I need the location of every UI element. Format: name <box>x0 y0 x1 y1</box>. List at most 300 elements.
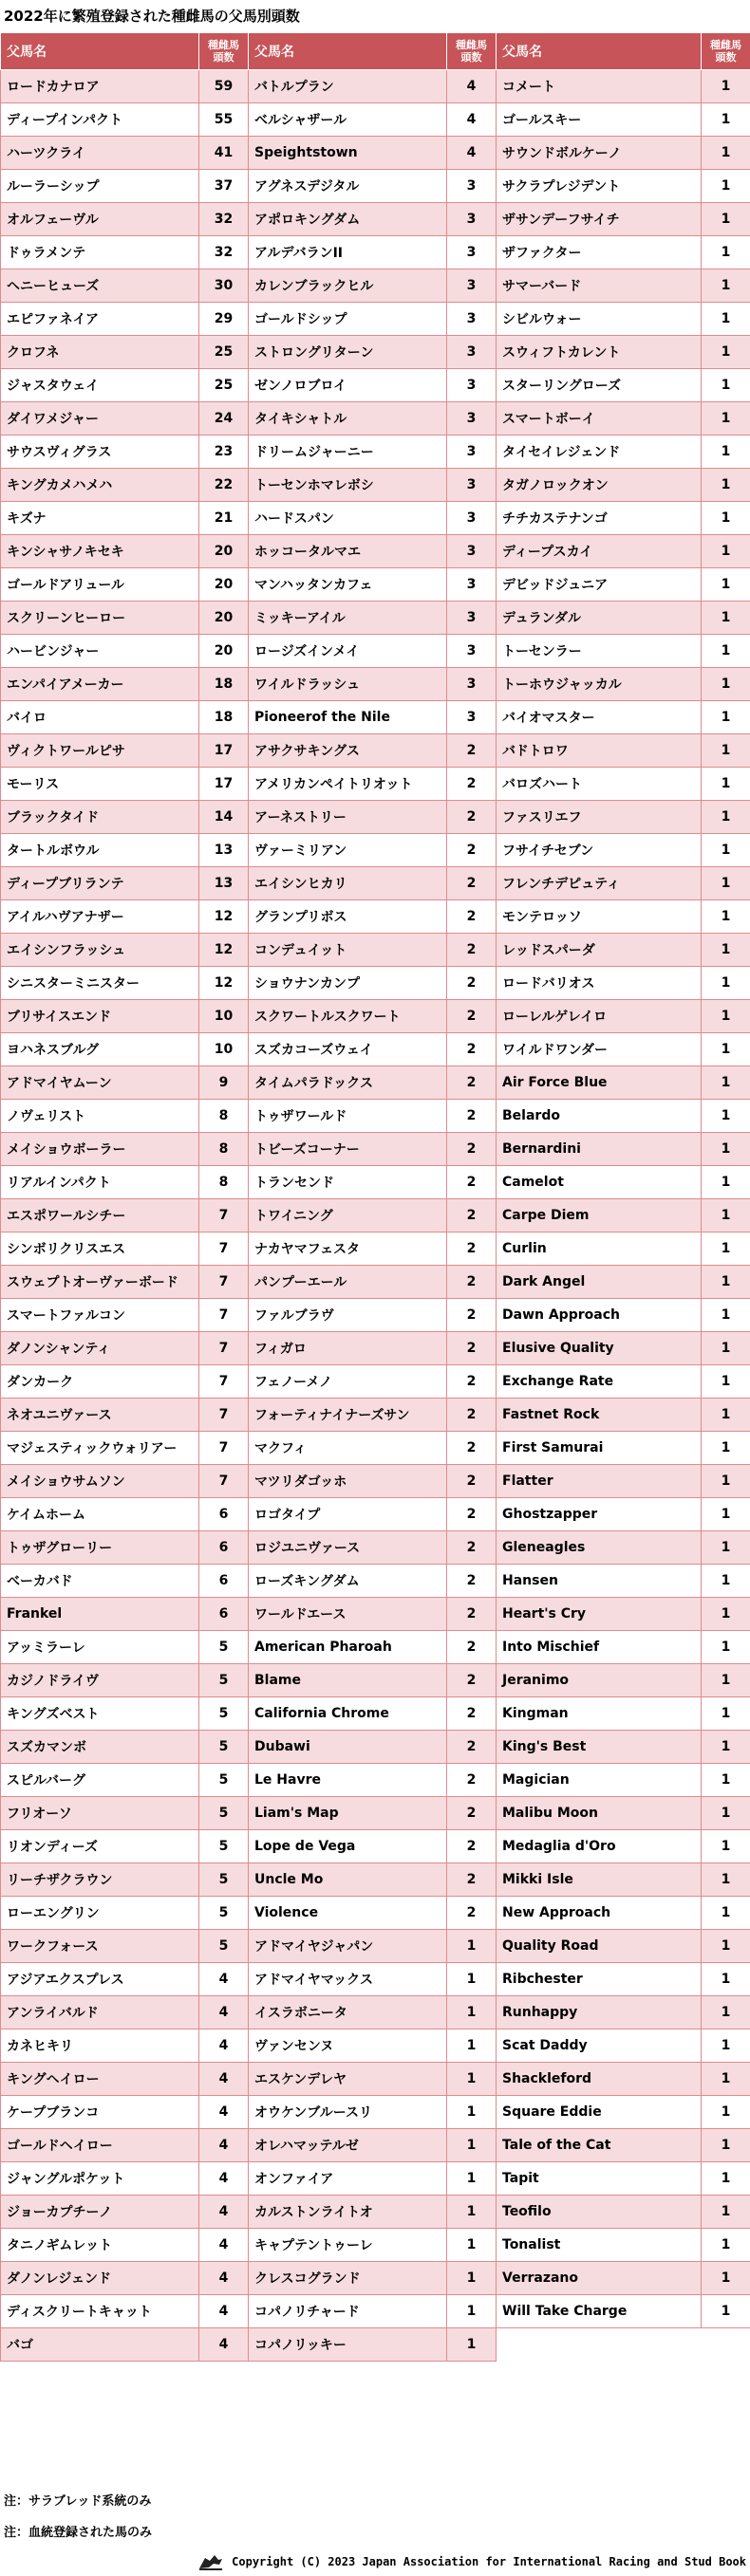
sire-name-cell: ショウナンカンプ <box>249 967 447 1000</box>
sire-name-cell: アメリカンペイトリオット <box>249 768 447 801</box>
table-row <box>1 469 750 502</box>
sire-name-cell: Medaglia d'Oro <box>497 1830 702 1863</box>
mare-count-cell: 1 <box>702 502 750 535</box>
sire-name-cell: アポロキングダム <box>249 203 447 236</box>
mare-count-cell: 5 <box>199 1631 249 1664</box>
mare-count-cell: 4 <box>199 1996 249 2029</box>
mare-count-cell: 8 <box>199 1100 249 1133</box>
mare-count-cell: 3 <box>447 303 497 336</box>
mare-count-cell: 8 <box>199 1166 249 1199</box>
mare-count-cell: 2 <box>447 1066 497 1100</box>
sire-name-cell: King's Best <box>497 1731 702 1764</box>
sire-name-cell: コパノリチャード <box>249 2295 447 2328</box>
sire-name-cell: ディスクリートキャット <box>1 2295 199 2328</box>
mare-count-cell: 1 <box>702 1830 750 1863</box>
sire-name-cell: Verrazano <box>497 2262 702 2295</box>
mare-count-cell: 1 <box>702 1565 750 1598</box>
mare-count-cell: 1 <box>447 2262 497 2295</box>
sire-name-cell: バイオマスター <box>497 701 702 734</box>
sire-name-cell: ベーカバド <box>1 1565 199 1598</box>
mare-count-cell: 4 <box>447 137 497 170</box>
sire-name-cell: マツリダゴッホ <box>249 1465 447 1498</box>
mare-count-cell: 1 <box>702 1066 750 1100</box>
count-header-line1: 種雌馬 <box>710 39 741 51</box>
sire-name-cell: ケープブランコ <box>1 2096 199 2129</box>
mare-count-cell: 2 <box>447 1531 497 1565</box>
mare-count-cell: 13 <box>199 867 249 900</box>
mare-count-cell: 1 <box>702 2262 750 2295</box>
mare-count-cell: 2 <box>447 1631 497 1664</box>
sire-name-cell: ゼンノロブロイ <box>249 369 447 402</box>
mare-count-cell: 4 <box>199 2229 249 2262</box>
mare-count-cell: 3 <box>447 170 497 203</box>
sire-name-cell: ヨハネスブルグ <box>1 1033 199 1066</box>
sire-name-cell: クレスコグランド <box>249 2262 447 2295</box>
sire-name-cell: スズカコーズウェイ <box>249 1033 447 1066</box>
sire-name-cell: カレンブラックヒル <box>249 269 447 303</box>
sire-name-cell: Jeranimo <box>497 1664 702 1697</box>
mare-count-cell: 2 <box>447 1332 497 1365</box>
mare-count-cell: 5 <box>199 1797 249 1830</box>
mare-count-cell: 1 <box>702 568 750 602</box>
sire-name-cell: Exchange Rate <box>497 1365 702 1399</box>
table-row <box>1 734 750 768</box>
table-row <box>1 900 750 934</box>
sire-name-cell: キングカメハメハ <box>1 469 199 502</box>
mare-count-cell: 3 <box>447 701 497 734</box>
sire-name-cell: アルデバランII <box>249 236 447 269</box>
table-row <box>1 934 750 967</box>
table-row <box>1 701 750 734</box>
sire-name-cell: トランセンド <box>249 1166 447 1199</box>
table-row <box>1 535 750 568</box>
sire-name-cell: マクフィ <box>249 1432 447 1465</box>
mare-count-cell: 1 <box>447 2162 497 2196</box>
mare-count-cell: 2 <box>447 1033 497 1066</box>
sire-name-cell: ロゴタイプ <box>249 1498 447 1531</box>
mare-count-cell: 5 <box>199 1764 249 1797</box>
mare-count-cell: 20 <box>199 635 249 668</box>
sire-name-cell: ザサンデーフサイチ <box>497 203 702 236</box>
sire-name-cell: Tonalist <box>497 2229 702 2262</box>
mare-count-cell: 2 <box>447 1166 497 1199</box>
mare-count-cell: 25 <box>199 336 249 369</box>
sire-name-cell: ベルシャザール <box>249 103 447 137</box>
sire-name-cell: キャプテントゥーレ <box>249 2229 447 2262</box>
sire-name-cell: サクラプレジデント <box>497 170 702 203</box>
sire-name-cell: ハードスパン <box>249 502 447 535</box>
mare-count-cell: 3 <box>447 568 497 602</box>
sire-name-cell: マンハッタンカフェ <box>249 568 447 602</box>
sire-name-cell: アサクサキングス <box>249 734 447 768</box>
mare-count-cell: 1 <box>702 436 750 469</box>
sire-name-cell: ディープスカイ <box>497 535 702 568</box>
mare-count-cell: 1 <box>702 1133 750 1166</box>
sire-name-cell: スズカマンボ <box>1 1731 199 1764</box>
mare-count-cell: 3 <box>447 369 497 402</box>
mare-count-cell: 1 <box>702 1332 750 1365</box>
sire-name-cell: Gleneagles <box>497 1531 702 1565</box>
sire-name-cell: ジャングルポケット <box>1 2162 199 2196</box>
mare-count-cell: 2 <box>447 1797 497 1830</box>
mare-count-cell: 2 <box>447 1830 497 1863</box>
mare-count-cell: 1 <box>447 2029 497 2063</box>
mare-count-cell: 1 <box>702 1266 750 1299</box>
sire-name-cell: ストロングリターン <box>249 336 447 369</box>
table-row <box>1 602 750 635</box>
sire-name-cell: ローレルゲレイロ <box>497 1000 702 1033</box>
mare-count-cell: 24 <box>199 402 249 436</box>
mare-count-cell: 6 <box>199 1531 249 1565</box>
sire-name-cell: リアルインパクト <box>1 1166 199 1199</box>
sire-name-cell: アグネスデジタル <box>249 170 447 203</box>
sire-name-cell: ローエングリン <box>1 1897 199 1930</box>
mare-count-cell: 12 <box>199 900 249 934</box>
mare-count-cell: 7 <box>199 1199 249 1232</box>
mare-count-cell: 1 <box>702 900 750 934</box>
sire-name-cell: フリオーソ <box>1 1797 199 1830</box>
mare-count-cell: 1 <box>702 269 750 303</box>
table-row <box>1 635 750 668</box>
sire-name-cell: スピルバーグ <box>1 1764 199 1797</box>
sire-name-cell: バロズハート <box>497 768 702 801</box>
sire-name-cell: Speightstown <box>249 137 447 170</box>
sire-name-cell: スクワートルスクワート <box>249 1000 447 1033</box>
mare-count-cell: 1 <box>702 2162 750 2196</box>
sire-name-cell: タガノロックオン <box>497 469 702 502</box>
mare-count-cell: 2 <box>447 834 497 867</box>
sire-name-cell: オウケンブルースリ <box>249 2096 447 2129</box>
mare-count-cell: 3 <box>447 535 497 568</box>
sire-name-cell: New Approach <box>497 1897 702 1930</box>
mare-count-cell: 2 <box>447 1432 497 1465</box>
mare-count-cell: 5 <box>199 1697 249 1731</box>
sire-name-cell: Blame <box>249 1664 447 1697</box>
sire-name-cell: Shackleford <box>497 2063 702 2096</box>
table-row <box>1 436 750 469</box>
sire-name-cell: エンパイアメーカー <box>1 668 199 701</box>
count-header <box>447 33 497 70</box>
sire-name-cell: パンプーエール <box>249 1266 447 1299</box>
table-row <box>1 1498 750 1531</box>
table-row <box>1 1399 750 1432</box>
sire-name-cell: Scat Daddy <box>497 2029 702 2063</box>
sire-name-cell: コンデュイット <box>249 934 447 967</box>
table-row <box>1 1465 750 1498</box>
sire-name-cell: グランプリボス <box>249 900 447 934</box>
sire-name-cell: ドゥラメンテ <box>1 236 199 269</box>
mare-count-cell: 4 <box>447 103 497 137</box>
sire-name-cell: ノヴェリスト <box>1 1100 199 1133</box>
mare-count-cell: 37 <box>199 170 249 203</box>
sire-name-cell: スターリングローズ <box>497 369 702 402</box>
sire-name-cell: Le Havre <box>249 1764 447 1797</box>
table-row <box>1 1199 750 1232</box>
mare-count-cell: 1 <box>702 1498 750 1531</box>
mare-count-cell: 1 <box>702 236 750 269</box>
sire-name-cell: バイロ <box>1 701 199 734</box>
mare-count-cell: 1 <box>702 867 750 900</box>
sire-name-cell: Carpe Diem <box>497 1199 702 1232</box>
mare-count-cell: 2 <box>447 1598 497 1631</box>
table-row <box>1 1797 750 1830</box>
sire-name-cell: Mikki Isle <box>497 1863 702 1897</box>
sire-name-cell: ディープインパクト <box>1 103 199 137</box>
mare-count-cell: 30 <box>199 269 249 303</box>
sire-name-cell: ジャスタウェイ <box>1 369 199 402</box>
mare-count-cell: 3 <box>447 269 497 303</box>
mare-count-cell: 2 <box>447 1365 497 1399</box>
table-row <box>1 967 750 1000</box>
sire-name-cell: ワークフォース <box>1 1930 199 1963</box>
sire-name-cell: ロードカナロア <box>1 70 199 103</box>
sire-name-cell: リーチザクラウン <box>1 1863 199 1897</box>
mare-count-cell: 2 <box>447 900 497 934</box>
sire-name-cell: Flatter <box>497 1465 702 1498</box>
table-row <box>1 2162 750 2196</box>
mare-count-cell: 3 <box>447 402 497 436</box>
sire-name-cell: トゥザワールド <box>249 1100 447 1133</box>
sire-name-cell: Air Force Blue <box>497 1066 702 1100</box>
sire-name-header: 父馬名 <box>1 33 199 70</box>
table-row <box>1 834 750 867</box>
sire-name-cell: ザファクター <box>497 236 702 269</box>
sire-name-cell: Magician <box>497 1764 702 1797</box>
table-row <box>1 1100 750 1133</box>
table-row <box>1 2029 750 2063</box>
mare-count-cell: 3 <box>447 502 497 535</box>
sire-name-cell: ホッコータルマエ <box>249 535 447 568</box>
sire-name-cell: Dawn Approach <box>497 1299 702 1332</box>
sire-name-cell: サウスヴィグラス <box>1 436 199 469</box>
mare-count-cell: 7 <box>199 1232 249 1266</box>
sire-name-cell: ワイルドワンダー <box>497 1033 702 1066</box>
sire-name-cell: カネヒキリ <box>1 2029 199 2063</box>
table-row <box>1 103 750 137</box>
sire-name-cell: ヴァーミリアン <box>249 834 447 867</box>
mare-count-cell: 5 <box>199 1863 249 1897</box>
mare-count-cell: 1 <box>702 535 750 568</box>
mare-count-cell: 1 <box>447 1930 497 1963</box>
sire-name-cell: ケイムホーム <box>1 1498 199 1531</box>
sire-name-cell: キングズベスト <box>1 1697 199 1731</box>
mare-count-cell: 1 <box>447 2229 497 2262</box>
mare-count-cell: 4 <box>199 2328 249 2362</box>
mare-count-cell: 18 <box>199 701 249 734</box>
mare-count-cell: 8 <box>199 1133 249 1166</box>
mare-count-cell: 1 <box>702 170 750 203</box>
mare-count-cell: 1 <box>702 369 750 402</box>
table-row <box>1 137 750 170</box>
table-row <box>1 1432 750 1465</box>
sire-name-cell: Ribchester <box>497 1963 702 1996</box>
mare-count-cell: 9 <box>199 1066 249 1100</box>
sire-name-cell: ローズキングダム <box>249 1565 447 1598</box>
mare-count-cell: 2 <box>447 1199 497 1232</box>
mare-count-cell: 7 <box>199 1299 249 1332</box>
table-row <box>1 801 750 834</box>
mare-count-cell: 7 <box>199 1266 249 1299</box>
mare-count-cell: 1 <box>702 1631 750 1664</box>
mare-count-cell: 1 <box>447 1996 497 2029</box>
sire-name-cell: Tapit <box>497 2162 702 2196</box>
sire-name-cell: アドマイヤマックス <box>249 1963 447 1996</box>
sire-name-cell: カジノドライヴ <box>1 1664 199 1697</box>
mare-count-cell: 1 <box>702 2129 750 2162</box>
sire-table <box>0 32 750 2362</box>
table-row <box>1 1299 750 1332</box>
mare-count-cell: 1 <box>702 402 750 436</box>
sire-name-cell: ドリームジャーニー <box>249 436 447 469</box>
sire-name-cell: タートルボウル <box>1 834 199 867</box>
sire-name-cell: ワイルドラッシュ <box>249 668 447 701</box>
sire-name-cell: Frankel <box>1 1598 199 1631</box>
mare-count-cell: 2 <box>447 1498 497 1531</box>
mare-count-cell: 1 <box>702 1432 750 1465</box>
table-row <box>1 1066 750 1100</box>
mare-count-cell: 1 <box>702 469 750 502</box>
sire-name-cell: アッミラーレ <box>1 1631 199 1664</box>
page-title: 2022年に繁殖登録された種雌馬の父馬別頭数 <box>4 8 300 25</box>
mare-count-cell: 41 <box>199 137 249 170</box>
table-row <box>1 1598 750 1631</box>
mare-count-cell: 1 <box>702 2196 750 2229</box>
sire-name-cell: Curlin <box>497 1232 702 1266</box>
table-row <box>1 1133 750 1166</box>
mare-count-cell: 4 <box>199 2063 249 2096</box>
mare-count-cell: 20 <box>199 535 249 568</box>
mare-count-cell: 1 <box>702 203 750 236</box>
mare-count-cell: 1 <box>702 1465 750 1498</box>
mare-count-cell: 2 <box>447 967 497 1000</box>
table-row <box>1 269 750 303</box>
sire-name-cell: フェノーメノ <box>249 1365 447 1399</box>
mare-count-cell: 7 <box>199 1365 249 1399</box>
table-row <box>1 1764 750 1797</box>
mare-count-cell: 20 <box>199 568 249 602</box>
sire-name-cell: Uncle Mo <box>249 1863 447 1897</box>
sire-name-cell: シビルウォー <box>497 303 702 336</box>
table-row <box>1 2328 750 2362</box>
mare-count-cell: 1 <box>702 1365 750 1399</box>
mare-count-cell: 1 <box>702 635 750 668</box>
mare-count-cell: 1 <box>702 701 750 734</box>
mare-count-cell: 1 <box>702 2295 750 2328</box>
count-header-line2: 頭数 <box>715 51 737 64</box>
mare-count-cell: 17 <box>199 734 249 768</box>
sire-name-cell: フォーティナイナーズサン <box>249 1399 447 1432</box>
mare-count-cell: 1 <box>702 1000 750 1033</box>
mare-count-cell: 1 <box>702 1863 750 1897</box>
sire-name-cell: Bernardini <box>497 1133 702 1166</box>
table-row <box>1 1000 750 1033</box>
mare-count-cell: 1 <box>702 137 750 170</box>
mare-count-cell: 13 <box>199 834 249 867</box>
mare-count-cell: 3 <box>447 236 497 269</box>
table-row <box>1 1731 750 1764</box>
sire-name-cell: オレハマッテルゼ <box>249 2129 447 2162</box>
table-row <box>1 1830 750 1863</box>
count-header-line1: 種雌馬 <box>456 39 487 51</box>
sire-name-cell: Violence <box>249 1897 447 1930</box>
table-row <box>1 1033 750 1066</box>
mare-count-cell: 14 <box>199 801 249 834</box>
sire-name-cell: トーセンラー <box>497 635 702 668</box>
sire-name-cell: ワールドエース <box>249 1598 447 1631</box>
mare-count-cell: 4 <box>447 70 497 103</box>
table-row <box>1 1531 750 1565</box>
mare-count-cell: 6 <box>199 1498 249 1531</box>
mare-count-cell: 1 <box>702 668 750 701</box>
sire-name-cell: Kingman <box>497 1697 702 1731</box>
sire-name-cell: エイシンフラッシュ <box>1 934 199 967</box>
sire-name-cell: オルフェーヴル <box>1 203 199 236</box>
table-row <box>1 668 750 701</box>
sire-name-cell: Square Eddie <box>497 2096 702 2129</box>
table-row <box>1 2196 750 2229</box>
sire-name-cell: ゴールドヘイロー <box>1 2129 199 2162</box>
sire-name-cell: Fastnet Rock <box>497 1399 702 1432</box>
sire-name-cell: Runhappy <box>497 1996 702 2029</box>
mare-count-cell: 1 <box>702 1531 750 1565</box>
mare-count-cell: 32 <box>199 236 249 269</box>
table-row <box>1 1232 750 1266</box>
sire-name-cell: ファスリエフ <box>497 801 702 834</box>
sire-name-cell: フサイチセブン <box>497 834 702 867</box>
sire-name-cell: ロージズインメイ <box>249 635 447 668</box>
jairs-logo-icon <box>197 2552 224 2571</box>
sire-name-cell: First Samurai <box>497 1432 702 1465</box>
count-header-line2: 頭数 <box>460 51 482 64</box>
sire-name-cell: バドトロワ <box>497 734 702 768</box>
sire-name-cell: トワイニング <box>249 1199 447 1232</box>
sire-name-cell: カルストンライトオ <box>249 2196 447 2229</box>
sire-name-cell: ハービンジャー <box>1 635 199 668</box>
sire-name-cell: バゴ <box>1 2328 199 2362</box>
sire-name-cell: タイセイレジェンド <box>497 436 702 469</box>
mare-count-cell: 1 <box>447 2129 497 2162</box>
table-row <box>1 1963 750 1996</box>
sire-name-cell: クロフネ <box>1 336 199 369</box>
mare-count-cell: 2 <box>447 801 497 834</box>
mare-count-cell: 1 <box>702 1664 750 1697</box>
mare-count-cell: 2 <box>447 1232 497 1266</box>
mare-count-cell: 2 <box>447 1000 497 1033</box>
table-body <box>1 70 750 2362</box>
mare-count-cell: 6 <box>199 1565 249 1598</box>
table-row <box>1 1664 750 1697</box>
table-row <box>1 1365 750 1399</box>
sire-name-cell: スマートファルコン <box>1 1299 199 1332</box>
mare-count-cell: 10 <box>199 1033 249 1066</box>
table-row <box>1 2229 750 2262</box>
mare-count-cell: 3 <box>447 668 497 701</box>
mare-count-cell: 2 <box>447 1764 497 1797</box>
footer <box>190 2552 746 2571</box>
mare-count-cell: 2 <box>447 934 497 967</box>
sire-name-cell: ヴィクトワールピサ <box>1 734 199 768</box>
sire-name-cell: アジアエクスプレス <box>1 1963 199 1996</box>
sire-name-cell: トーホウジャッカル <box>497 668 702 701</box>
mare-count-cell: 1 <box>702 2029 750 2063</box>
mare-count-cell: 1 <box>702 2063 750 2096</box>
sire-name-cell: シニスターミニスター <box>1 967 199 1000</box>
mare-count-cell: 1 <box>702 1033 750 1066</box>
sire-name-cell: Heart's Cry <box>497 1598 702 1631</box>
sire-name-cell: チチカステナンゴ <box>497 502 702 535</box>
table-row <box>1 203 750 236</box>
sire-name-cell: ディープブリランテ <box>1 867 199 900</box>
